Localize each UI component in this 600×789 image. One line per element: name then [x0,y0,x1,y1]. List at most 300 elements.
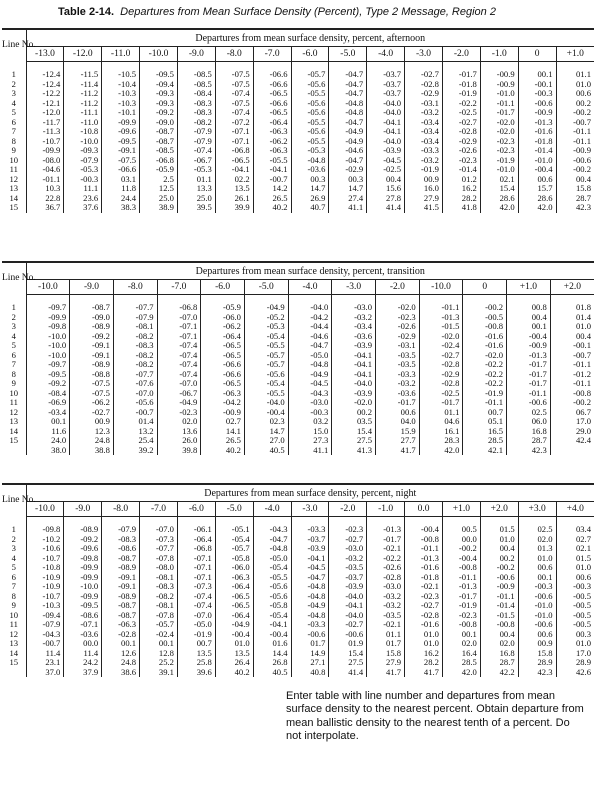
cell-value: 00.6 [518,630,556,640]
cell-value: -00.2 [556,108,594,118]
cell-value: 42.0 [518,203,556,213]
cell-value: 03.2 [288,417,332,427]
cell-value: -02.2 [442,99,480,109]
cell-value: -09.9 [26,146,64,156]
cell-value: -00.6 [291,630,329,640]
cell-value: -08.2 [113,351,157,361]
cell-value: -02.7 [329,620,367,630]
cell-value: 01.0 [405,639,443,649]
cell-value: -06.5 [201,379,245,389]
cell-value: 42.3 [556,203,594,213]
cell-value: -01.3 [442,582,480,592]
cell-value: 13.5 [215,184,253,194]
cell-value: -01.7 [507,370,551,380]
cell-value: -04.3 [288,389,332,399]
cell-value: -07.3 [177,582,215,592]
cell-value: 00.1 [518,573,556,583]
cell-value: -08.7 [102,554,140,564]
cell-value: -10.4 [102,80,140,90]
section-heading: Departures from mean surface density, percent, night [26,485,594,502]
cell-value: 15.0 [288,427,332,437]
cell-value: 27.8 [367,194,405,204]
cell-value: -02.2 [463,370,507,380]
cell-value: 16.8 [480,649,518,659]
line-number: 12 [9,628,19,639]
line-number: 15 [9,202,19,212]
cell-value: -10.9 [26,573,64,583]
cell-value: -04.4 [288,322,332,332]
cell-value: -09.5 [26,370,70,380]
cell-value: 01.4 [113,417,157,427]
cell-value: -00.9 [201,408,245,418]
line-number: 15 [9,435,19,445]
cell-value: 14.4 [253,649,291,659]
cell-value: -04.8 [291,592,329,602]
cell-value: -07.0 [113,389,157,399]
cell-value: 28.2 [442,194,480,204]
cell-value: -06.4 [215,582,253,592]
cell-value: -03.3 [291,517,329,535]
cell-value: -02.9 [405,89,443,99]
cell-value: -04.1 [329,601,367,611]
cell-value: 28.9 [556,658,594,668]
cell-value: -05.7 [244,351,288,361]
cell-value: -06.5 [201,351,245,361]
cell-value: 06.0 [507,417,551,427]
cell-value: -11.3 [26,127,64,137]
cell-value: -07.5 [215,80,253,90]
cell-value: -05.0 [177,620,215,630]
cell-value: 24.0 [26,436,70,446]
cell-value: 15.7 [518,184,556,194]
cell-value: -07.4 [157,351,201,361]
cell-value: -02.3 [480,137,518,147]
cell-value: -07.1 [177,563,215,573]
cell-value: -05.5 [253,573,291,583]
cell-value: -03.6 [64,630,102,640]
cell-value: 11.6 [26,427,70,437]
cell-value: -05.4 [215,535,253,545]
column-header: -12.0 [64,47,102,62]
cell-value: 01.0 [215,639,253,649]
cell-value: -01.9 [442,601,480,611]
cell-value: -12.1 [26,99,64,109]
cell-value: -00.6 [480,573,518,583]
cell-value: -07.8 [140,611,178,621]
cell-value: -00.7 [550,351,594,361]
cell-value: 25.0 [177,194,215,204]
cell-value: 06.7 [550,408,594,418]
cell-value: -01.9 [405,165,443,175]
cell-value: -02.8 [419,360,463,370]
cell-value: 22.8 [26,194,64,204]
cell-value: 00.1 [140,639,178,649]
cell-value: -01.7 [376,398,420,408]
cell-value: -01.5 [419,322,463,332]
cell-value: 11.8 [102,184,140,194]
cell-value: 00.1 [507,322,551,332]
cell-value: 27.3 [288,436,332,446]
cell-value: -00.5 [463,313,507,323]
cell-value: -00.2 [550,398,594,408]
table-row [2,379,594,389]
cell-value: -09.8 [64,554,102,564]
cell-value: -07.5 [70,389,114,399]
cell-value: -05.3 [64,165,102,175]
cell-value: -01.7 [480,108,518,118]
table-row [2,341,594,351]
cell-value: -01.2 [550,370,594,380]
cell-value: 00.1 [442,630,480,640]
cell-value: -08.3 [140,582,178,592]
cell-value: -07.7 [140,544,178,554]
cell-value: 00.3 [291,175,329,185]
cell-value: -03.2 [405,108,443,118]
line-number: 1 [11,68,16,79]
cell-value: -01.7 [367,535,405,545]
column-header: -9.0 [64,502,102,517]
cell-value: 01.7 [367,639,405,649]
column-header: +1.0 [507,280,551,295]
column-header: -9.0 [177,47,215,62]
line-number: 9 [11,600,16,610]
cell-value: -09.2 [140,108,178,118]
cell-value: 41.1 [288,446,332,456]
cell-value: -08.1 [140,601,178,611]
cell-value: -11.5 [64,62,102,80]
table-row [2,295,594,313]
cell-value: -07.4 [177,592,215,602]
cell-value: -08.9 [102,592,140,602]
cell-value: 38.3 [102,203,140,213]
cell-value: -04.9 [329,127,367,137]
column-header: +1.0 [556,47,594,62]
cell-value: -02.0 [419,332,463,342]
cell-value: 28.3 [419,436,463,446]
line-number: 7 [11,126,16,136]
cell-value: 12.6 [102,649,140,659]
cell-value: -08.9 [70,322,114,332]
line-number: 5 [11,340,16,350]
cell-value: -06.6 [102,165,140,175]
cell-value: 13.3 [177,184,215,194]
cell-value: -06.4 [215,611,253,621]
cell-value: -05.0 [253,554,291,564]
column-header: 0 [463,280,507,295]
cell-value: -04.3 [26,630,64,640]
cell-value: -00.5 [556,592,594,602]
cell-value: 12.5 [140,184,178,194]
cell-value: -00.1 [550,341,594,351]
line-number: 4 [11,330,16,341]
cell-value: -03.4 [26,408,70,418]
cell-value: -04.7 [329,62,367,80]
cell-value: 40.2 [253,203,291,213]
cell-value: 15.9 [376,427,420,437]
cell-value: 23.6 [64,194,102,204]
cell-value: -02.7 [442,118,480,128]
cell-value: -04.0 [367,108,405,118]
cell-value: -01.7 [507,379,551,389]
cell-value: -00.7 [26,639,64,649]
cell-value: -07.1 [177,573,215,583]
cell-value: -08.3 [177,108,215,118]
cell-value: 04.0 [376,417,420,427]
cell-value: -05.7 [291,62,329,80]
table-number: Table 2-14. [58,6,115,18]
cell-value: -03.0 [329,544,367,554]
cell-value: 28.2 [405,658,443,668]
cell-value: 01.5 [556,554,594,564]
cell-value: -03.0 [367,582,405,592]
cell-value: -00.4 [244,408,288,418]
transition-section [2,261,594,455]
cell-value: -10.7 [26,592,64,602]
cell-value: -02.1 [367,620,405,630]
cell-value: 26.5 [253,194,291,204]
cell-value: -10.3 [26,601,64,611]
cell-value: 00.4 [550,332,594,342]
table-row [2,313,594,323]
cell-value: -09.2 [26,379,70,389]
cell-value: 01.7 [291,639,329,649]
cell-value: -01.1 [405,544,443,554]
cell-value: -00.4 [253,630,291,640]
cell-value: -07.0 [157,379,201,389]
cell-value: -06.1 [177,517,215,535]
cell-value: 26.0 [157,436,201,446]
cell-value: 00.7 [177,639,215,649]
cell-value: -06.8 [157,295,201,313]
cell-value: 40.2 [215,668,253,678]
cell-value: -00.9 [480,80,518,90]
cell-value: -05.5 [244,341,288,351]
cell-value: -06.6 [253,62,291,80]
cell-value: -02.2 [367,554,405,564]
cell-value: 02.7 [556,535,594,545]
cell-value: 27.5 [329,658,367,668]
cell-value: -10.8 [64,127,102,137]
line-number: 7 [11,581,16,591]
cell-value: -04.7 [288,341,332,351]
cell-value: -04.8 [291,611,329,621]
cell-value: -01.1 [507,389,551,399]
cell-value: -03.3 [376,370,420,380]
cell-value: -03.9 [291,544,329,554]
cell-value: -00.6 [507,398,551,408]
cell-value: -02.7 [329,535,367,545]
cell-value: 38.0 [26,446,70,456]
cell-value: -08.5 [140,146,178,156]
cell-value: -02.4 [140,630,178,640]
cell-value: 01.1 [177,175,215,185]
column-header: -7.0 [157,280,201,295]
cell-value: -00.4 [518,165,556,175]
cell-value: -02.1 [367,544,405,554]
cell-value: -05.8 [215,554,253,564]
table-row [2,322,594,332]
column-header: -6.0 [177,502,215,517]
cell-value: -00.3 [64,175,102,185]
column-header: -10.0 [140,47,178,62]
column-header: -7.0 [253,47,291,62]
cell-value: 16.2 [405,649,443,659]
cell-value: 41.8 [442,203,480,213]
cell-value: -04.1 [291,554,329,564]
cell-value: -09.5 [140,62,178,80]
cell-value: -07.9 [102,517,140,535]
cell-value: -03.7 [329,573,367,583]
cell-value: -10.9 [26,582,64,592]
cell-value: -02.0 [480,118,518,128]
cell-value: -06.6 [201,360,245,370]
cell-value: -01.3 [419,313,463,323]
cell-value: 00.1 [102,639,140,649]
cell-value: -10.0 [26,341,70,351]
cell-value: -09.5 [64,601,102,611]
cell-value: -02.8 [405,80,443,90]
cell-value: -01.0 [480,165,518,175]
cell-value: -00.9 [518,108,556,118]
line-number: 7 [11,359,16,369]
cell-value: -03.2 [332,313,376,323]
cell-value: -06.3 [201,389,245,399]
cell-value: -11.0 [64,118,102,128]
cell-value: -07.9 [177,127,215,137]
cell-value: -08.7 [140,127,178,137]
cell-value: -06.4 [253,118,291,128]
cell-value: -00.4 [442,554,480,564]
cell-value: -02.8 [442,127,480,137]
cell-value: -04.0 [244,398,288,408]
cell-value: 16.8 [507,427,551,437]
night-section [2,483,594,677]
cell-value: -00.9 [480,62,518,80]
table-row [2,436,594,446]
line-number: 13 [9,183,19,193]
cell-value: -04.0 [329,592,367,602]
cell-value: -09.9 [64,573,102,583]
cell-value: -04.2 [288,313,332,323]
cell-value: 00.5 [442,517,480,535]
cell-value: -07.4 [157,341,201,351]
cell-value: -06.2 [253,137,291,147]
cell-value: 01.1 [367,630,405,640]
cell-value: 42.0 [442,668,480,678]
cell-value: 27.4 [329,194,367,204]
cell-value: 16.0 [405,184,443,194]
cell-value: -04.1 [367,118,405,128]
cell-value: -04.3 [253,517,291,535]
cell-value: -00.3 [518,89,556,99]
cell-value: -02.9 [329,165,367,175]
cell-value: -00.8 [550,389,594,399]
table-row [2,62,594,80]
cell-value: -00.6 [556,156,594,166]
cell-value: -03.0 [332,295,376,313]
cell-value: -07.4 [215,89,253,99]
line-no-header: Line No. [2,40,36,51]
cell-value: -04.6 [288,332,332,342]
cell-value: -11.4 [64,80,102,90]
cell-value: -06.5 [253,108,291,118]
cell-value: -01.3 [367,517,405,535]
cell-value: 01.0 [556,563,594,573]
cell-value: -08.1 [113,322,157,332]
cell-value: 16.2 [442,184,480,194]
cell-value: -04.8 [291,156,329,166]
cell-value: -04.1 [332,370,376,380]
cell-value: -04.7 [253,535,291,545]
cell-value: -08.8 [70,370,114,380]
cell-value: 42.0 [419,446,463,456]
cell-value: 37.9 [64,668,102,678]
cell-value: -03.3 [405,146,443,156]
cell-value: -05.4 [253,563,291,573]
cell-value: 42.2 [480,668,518,678]
cell-value: -00.9 [480,582,518,592]
cell-value: -04.9 [244,295,288,313]
cell-value: -00.2 [442,544,480,554]
column-header: -5.0 [244,280,288,295]
cell-value: -00.7 [113,408,157,418]
cell-value: -00.8 [463,322,507,332]
cell-value: -06.3 [102,620,140,630]
cell-value: -01.7 [442,62,480,80]
line-number: 6 [11,571,16,582]
line-number: 14 [9,192,19,203]
cell-value: -07.4 [157,360,201,370]
cell-value: -02.9 [419,370,463,380]
cell-value: 41.7 [367,668,405,678]
table-row [2,370,594,380]
cell-value: 01.2 [442,175,480,185]
section-heading: Departures from mean surface density, percent, transition [26,263,594,280]
cell-value: -06.6 [201,370,245,380]
cell-value: -06.3 [253,127,291,137]
cell-value: -04.7 [329,118,367,128]
cell-value: -05.5 [291,137,329,147]
cell-value: 14.7 [244,427,288,437]
cell-value: 01.0 [518,554,556,564]
column-header: -3.0 [291,502,329,517]
cell-value: -01.3 [405,554,443,564]
column-header: -2.0 [442,47,480,62]
cell-value: 27.7 [376,436,420,446]
cell-value: -07.7 [113,295,157,313]
cell-value: 00.9 [405,175,443,185]
cell-value: -08.2 [113,332,157,342]
line-number: 13 [9,638,19,648]
cell-value: -00.2 [463,295,507,313]
cell-value: -03.9 [332,341,376,351]
cell-value: -01.1 [26,175,64,185]
cell-value: 25.2 [140,658,178,668]
line-number: 9 [11,145,16,155]
column-header: +3.0 [518,502,556,517]
cell-value: -05.7 [140,620,178,630]
cell-value: 27.9 [367,658,405,668]
cell-value: 11.1 [64,184,102,194]
cell-value: -00.5 [556,611,594,621]
cell-value: 26.4 [215,658,253,668]
cell-value: -01.6 [463,341,507,351]
cell-value: -00.8 [405,535,443,545]
cell-value: -01.0 [480,89,518,99]
cell-value: -04.9 [288,370,332,380]
line-number: 11 [9,164,18,174]
cell-value: -07.1 [157,322,201,332]
